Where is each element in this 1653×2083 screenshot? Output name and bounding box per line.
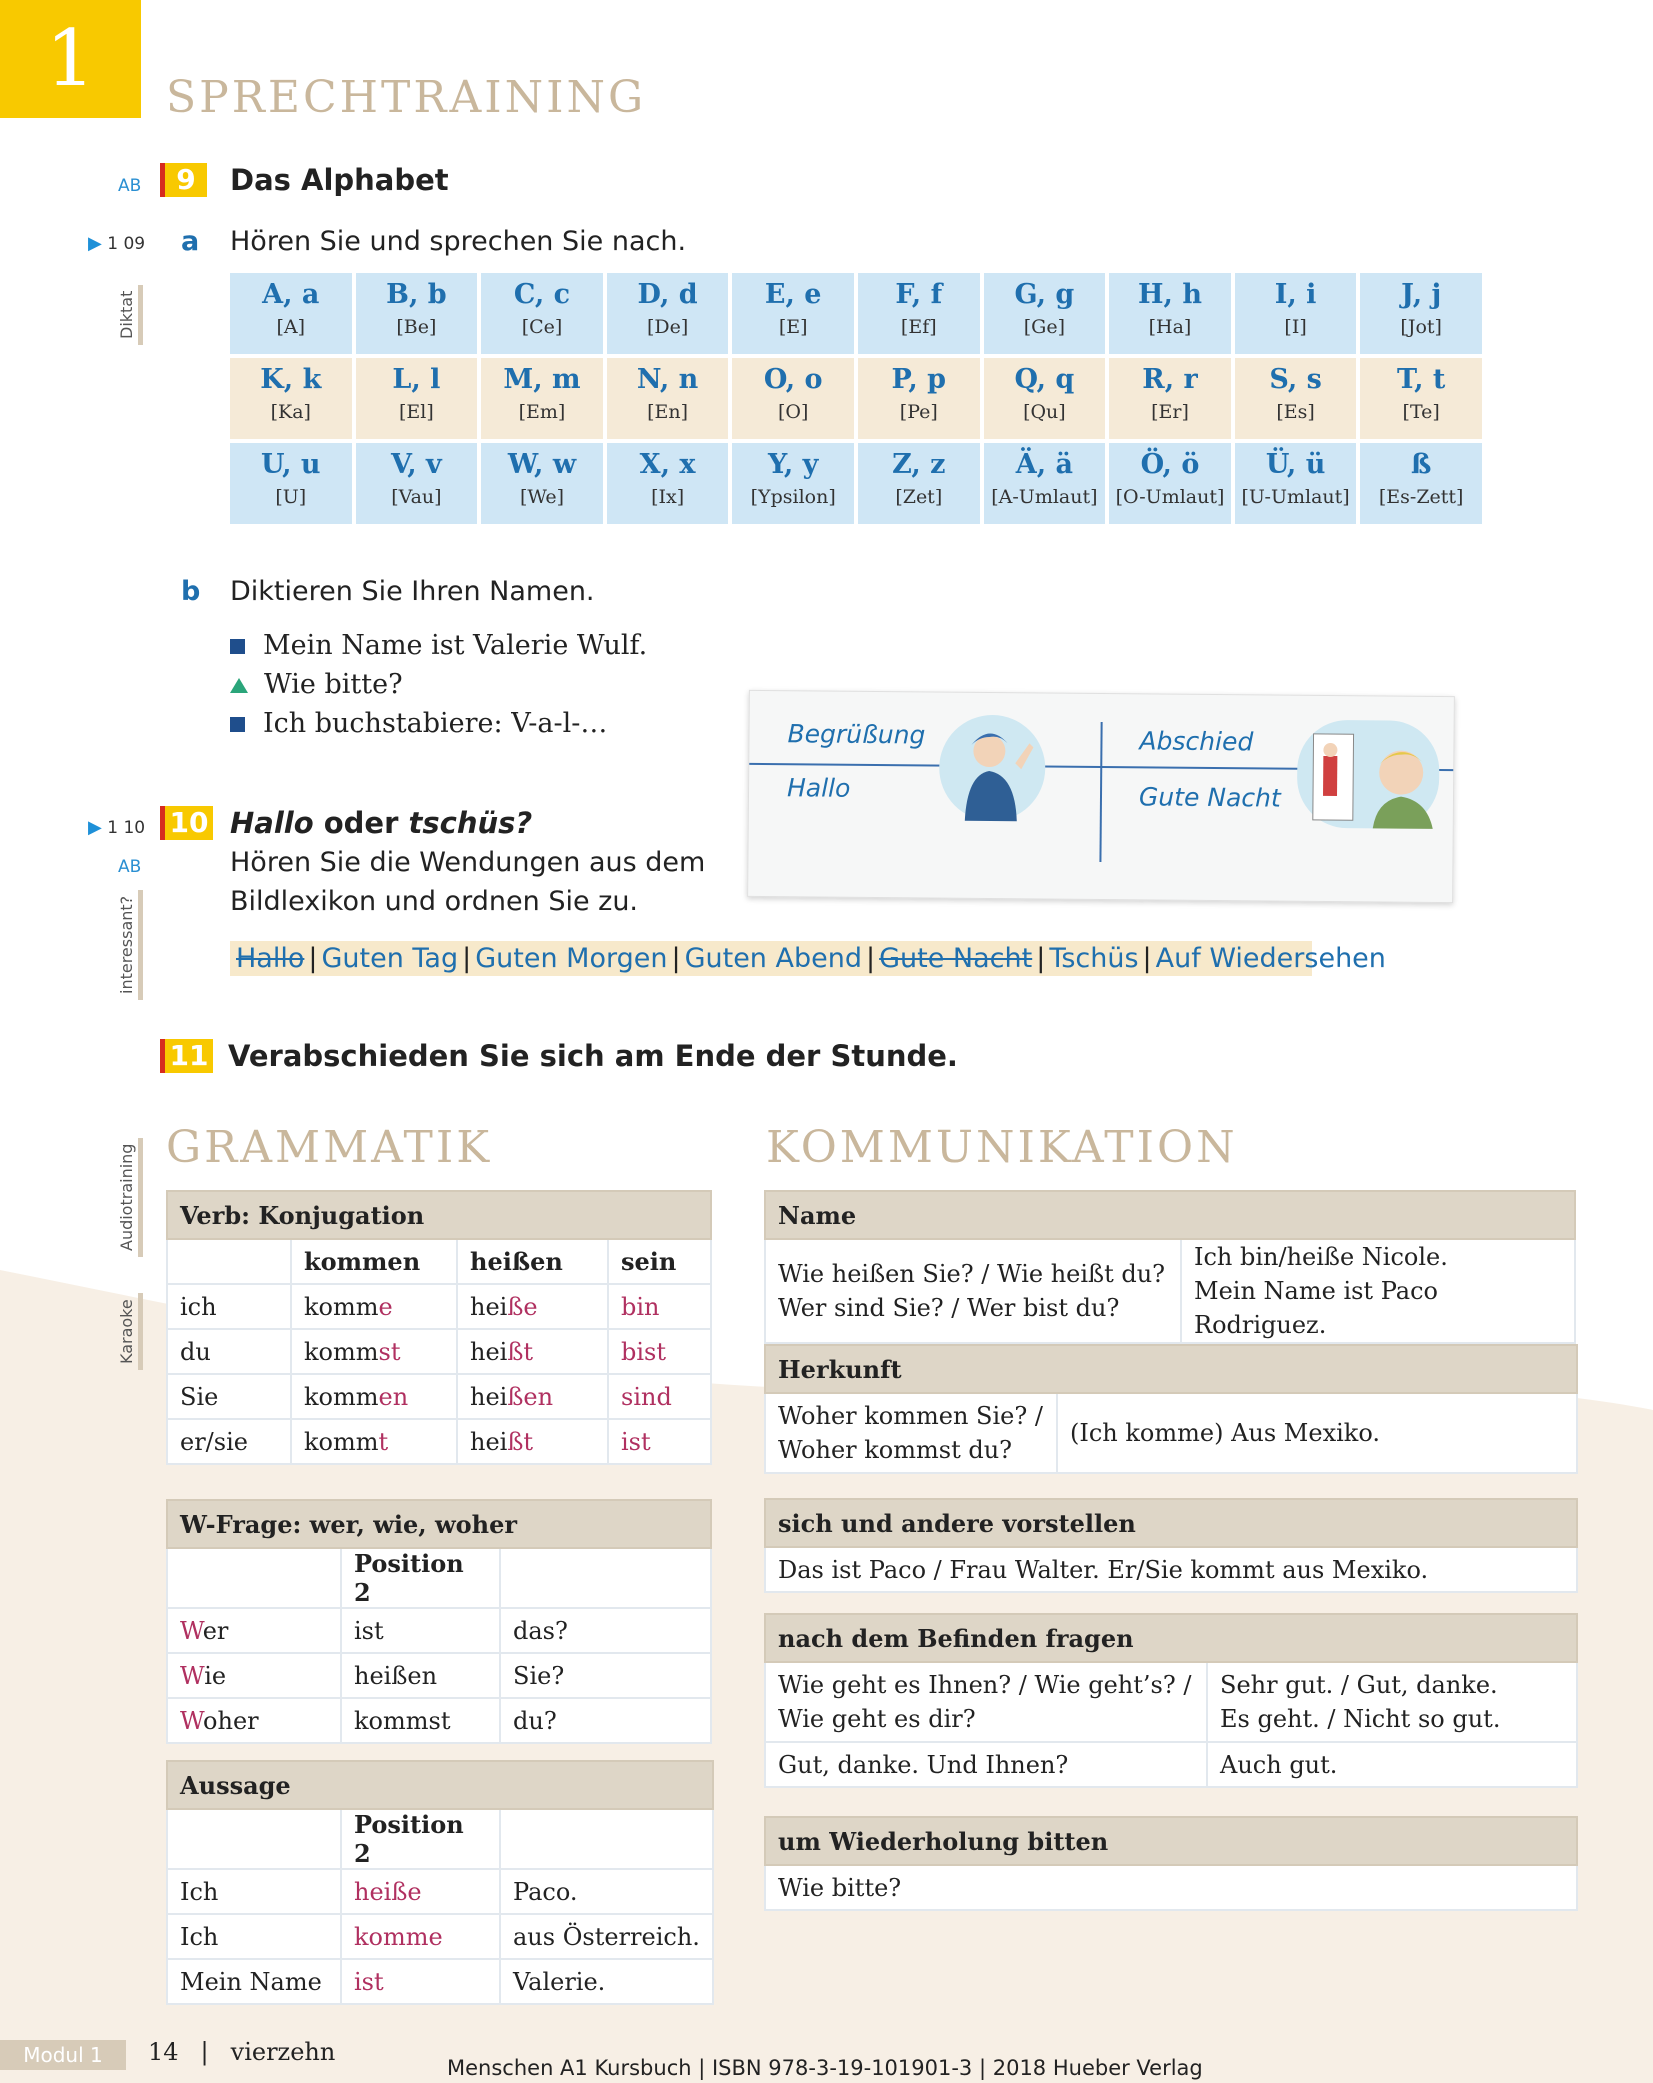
alphabet-cell xyxy=(1109,358,1231,439)
alphabet-letter: R, r xyxy=(1142,364,1198,395)
word-auf-wiedersehen[interactable]: Auf Wiedersehen xyxy=(1155,943,1386,974)
alphabet-cell xyxy=(607,443,729,524)
alphabet-cell xyxy=(230,273,352,354)
alphabet-letter: V, v xyxy=(391,449,442,480)
dialog-line: Ich buchstabiere: V-a-l-… xyxy=(230,708,647,747)
aussage-table xyxy=(166,1760,714,2005)
exercise-10-number: 10 xyxy=(160,806,213,840)
column-header: heißen xyxy=(457,1239,608,1284)
alphabet-letter: P, p xyxy=(891,364,947,395)
wfrage-heading: W-Frage: wer, wie, woher xyxy=(167,1500,711,1548)
alphabet-cell xyxy=(356,443,478,524)
table-row: Wie heißen Sie? xyxy=(167,1653,711,1698)
exercise-9a-instruction: Hören Sie und sprechen Sie nach. xyxy=(230,226,687,257)
alphabet-letter: Ü, ü xyxy=(1265,449,1326,480)
word-hallo[interactable]: Hallo xyxy=(236,943,305,974)
column-header: kommen xyxy=(291,1239,457,1284)
tab-diktat[interactable]: Diktat xyxy=(117,285,143,345)
alphabet-pronunciation: [Es] xyxy=(1276,401,1315,423)
alphabet-letter: Q, q xyxy=(1014,364,1075,395)
section-title: SPRECHTRAINING xyxy=(166,72,647,123)
alphabet-cell xyxy=(732,273,854,354)
exercise-9-number: 9 xyxy=(160,163,207,197)
alphabet-letter: S, s xyxy=(1269,364,1322,395)
table-row: Ich heiße Paco. xyxy=(167,1869,713,1914)
table-row: Woher kommst du? xyxy=(167,1698,711,1743)
dialog xyxy=(230,630,647,747)
alphabet-letter: Z, z xyxy=(892,449,946,480)
alphabet-cell xyxy=(732,358,854,439)
konjugation-heading: Verb: Konjugation xyxy=(167,1191,711,1239)
alphabet-pronunciation: [Zet] xyxy=(895,486,943,508)
dialog-line: Wie bitte? xyxy=(230,669,647,708)
alphabet-pronunciation: [En] xyxy=(647,401,689,423)
picture-lexicon xyxy=(747,690,1455,903)
alphabet-pronunciation: [We] xyxy=(519,486,565,508)
alphabet-pronunciation: [Er] xyxy=(1151,401,1189,423)
alphabet-pronunciation: [Em] xyxy=(518,401,566,423)
table-row: Mein Name ist Valerie. xyxy=(167,1959,713,2004)
vorstellen-heading: sich und andere vorstellen xyxy=(765,1499,1577,1547)
word-tschues[interactable]: Tschüs xyxy=(1049,943,1139,974)
alphabet-pronunciation: [Es-Zett] xyxy=(1378,486,1464,508)
alphabet-letter: M, m xyxy=(503,364,581,395)
table-row: Sie kommen heißen sind xyxy=(167,1374,711,1419)
alphabet-pronunciation: [Pe] xyxy=(899,401,938,423)
alphabet-pronunciation: [Ka] xyxy=(270,401,311,423)
alphabet-pronunciation: [E] xyxy=(778,316,808,338)
lexicon-heading-begruessung: Begrüßung xyxy=(787,719,926,750)
alphabet-letter: W, w xyxy=(507,449,577,480)
alphabet-cell xyxy=(481,443,603,524)
alphabet-pronunciation: [Be] xyxy=(396,316,437,338)
alphabet-pronunciation: [Jot] xyxy=(1400,316,1442,338)
alphabet-letter: F, f xyxy=(895,279,943,310)
wiederholung-table: um Wiederholung bitten Wie bitte? xyxy=(764,1816,1578,1911)
woman-greeting-illustration xyxy=(937,713,1048,824)
alphabet-cell xyxy=(607,358,729,439)
alphabet-cell xyxy=(1235,273,1357,354)
audio-track-1-10[interactable] xyxy=(88,817,145,838)
isbn-line: Menschen A1 Kursbuch | ISBN 978-3-19-101901-3 | 2018 Hueber Verlag xyxy=(447,2056,1203,2080)
grammatik-title: GRAMMATIK xyxy=(166,1122,493,1173)
alphabet-letter: D, d xyxy=(637,279,698,310)
track-number: 1 10 xyxy=(107,818,146,838)
play-icon: ▶ xyxy=(88,233,102,254)
play-icon: ▶ xyxy=(88,817,102,838)
alphabet-cell xyxy=(230,358,352,439)
exercise-10-instruction-line1: Hören Sie die Wendungen aus dem xyxy=(230,847,706,878)
name-heading: Name xyxy=(765,1191,1575,1239)
exercise-11-title: Verabschieden Sie sich am Ende der Stunde. xyxy=(228,1039,958,1073)
wiederholung-heading: um Wiederholung bitten xyxy=(765,1817,1577,1865)
alphabet-pronunciation: [U] xyxy=(275,486,307,508)
lexicon-divider xyxy=(1099,722,1102,862)
alphabet-pronunciation: [O-Umlaut] xyxy=(1115,486,1225,508)
dialog-line: Mein Name ist Valerie Wulf. xyxy=(230,630,647,669)
alphabet-letter: A, a xyxy=(262,279,320,310)
alphabet-cell xyxy=(481,273,603,354)
table-row: er/sie kommt heißt ist xyxy=(167,1419,711,1464)
alphabet-pronunciation: [A] xyxy=(276,316,306,338)
alphabet-pronunciation: [A-Umlaut] xyxy=(991,486,1098,508)
track-number: 1 09 xyxy=(107,234,146,254)
alphabet-letter: U, u xyxy=(261,449,321,480)
alphabet-cell xyxy=(732,443,854,524)
exercise-9-title: Das Alphabet xyxy=(230,163,449,197)
alphabet-cell xyxy=(607,273,729,354)
tab-audiotraining[interactable]: Audiotraining xyxy=(117,1138,143,1257)
square-bullet-icon xyxy=(230,639,245,654)
kommunikation-title: KOMMUNIKATION xyxy=(766,1122,1238,1173)
audio-track-1-09[interactable] xyxy=(88,233,145,254)
ab-reference[interactable]: AB xyxy=(118,176,142,196)
alphabet-letter: G, g xyxy=(1014,279,1075,310)
alphabet-cell xyxy=(984,358,1106,439)
alphabet-letter: B, b xyxy=(386,279,447,310)
column-header: sein xyxy=(608,1239,711,1284)
alphabet-letter: L, l xyxy=(392,364,441,395)
table-row: ich komme heiße bin xyxy=(167,1284,711,1329)
alphabet-cell xyxy=(1109,443,1231,524)
alphabet-letter: O, o xyxy=(763,364,823,395)
triangle-bullet-icon xyxy=(230,678,248,693)
word-gute-nacht[interactable]: Gute Nacht xyxy=(879,943,1033,974)
alphabet-cell xyxy=(1360,273,1482,354)
alphabet-letter: Y, y xyxy=(768,449,819,480)
word-guten-abend[interactable]: Guten Abend xyxy=(684,943,862,974)
alphabet-letter: J, j xyxy=(1401,279,1442,310)
befinden-heading: nach dem Befinden fragen xyxy=(765,1614,1577,1662)
alphabet-letter: C, c xyxy=(513,279,571,310)
exercise-10-instruction-line2: Bildlexikon und ordnen Sie zu. xyxy=(230,886,639,917)
aussage-heading: Aussage xyxy=(167,1761,713,1809)
alphabet-cell xyxy=(1109,273,1231,354)
alphabet-pronunciation: [U-Umlaut] xyxy=(1241,486,1350,508)
alphabet-pronunciation: [Ypsilon] xyxy=(750,486,836,508)
alphabet-cell xyxy=(1360,358,1482,439)
word-guten-morgen[interactable]: Guten Morgen xyxy=(475,943,668,974)
alphabet-pronunciation: [Ha] xyxy=(1148,316,1192,338)
alphabet-pronunciation: [Te] xyxy=(1402,401,1440,423)
position-2-header: Position 2 xyxy=(341,1809,500,1869)
position-2-header: Position 2 xyxy=(341,1548,500,1608)
alphabet-letter: H, h xyxy=(1138,279,1202,310)
alphabet-pronunciation: [De] xyxy=(646,316,689,338)
modul-badge: Modul 1 xyxy=(0,2040,126,2070)
name-table: Name Wie heißen Sie? / Wie heißt du? Wer sind Sie? / Wer bist du? Ich bin/heiße Nicole. Mein Name ist Paco Rodriguez. xyxy=(764,1190,1576,1344)
lexicon-heading-abschied: Abschied xyxy=(1139,726,1254,757)
alphabet-cell xyxy=(1235,443,1357,524)
alphabet-cell xyxy=(858,443,980,524)
alphabet-letter: Ö, ö xyxy=(1140,449,1200,480)
page-number: 14 | vierzehn xyxy=(148,2038,336,2066)
alphabet-letter: T, t xyxy=(1396,364,1446,395)
man-goodnight-illustration xyxy=(1293,716,1444,832)
alphabet-letter: I, i xyxy=(1274,279,1317,310)
column-header xyxy=(167,1239,291,1284)
alphabet-cell xyxy=(858,273,980,354)
chapter-number: 1 xyxy=(0,0,141,118)
wfrage-table xyxy=(166,1499,712,1744)
exercise-10-title: Hallo oder tschüs? xyxy=(230,806,533,840)
alphabet-pronunciation: [O] xyxy=(777,401,809,423)
alphabet-pronunciation: [Ix] xyxy=(651,486,685,508)
exercise-9b-instruction: Diktieren Sie Ihren Namen. xyxy=(230,576,595,607)
alphabet-pronunciation: [El] xyxy=(399,401,434,423)
alphabet-letter: ß xyxy=(1410,449,1432,480)
table-row: Wer ist das? xyxy=(167,1608,711,1653)
ab-reference[interactable]: AB xyxy=(118,857,142,877)
alphabet-letter: E, e xyxy=(764,279,822,310)
table-row: du kommst heißt bist xyxy=(167,1329,711,1374)
alphabet-pronunciation: [Ge] xyxy=(1023,316,1066,338)
tab-interessant[interactable]: interessant? xyxy=(117,890,143,1000)
alphabet-pronunciation: [Qu] xyxy=(1023,401,1066,423)
alphabet-pronunciation: [I] xyxy=(1284,316,1307,338)
alphabet-cell xyxy=(356,358,478,439)
exercise-9b-letter: b xyxy=(181,576,201,607)
word-guten-tag[interactable]: Guten Tag xyxy=(321,943,459,974)
square-bullet-icon xyxy=(230,717,245,732)
alphabet-letter: X, x xyxy=(639,449,696,480)
alphabet-cell xyxy=(1360,443,1482,524)
vorstellen-table: sich und andere vorstellen Das ist Paco / Frau Walter. Er/Sie kommt aus Mexiko. xyxy=(764,1498,1578,1593)
alphabet-letter: Ä, ä xyxy=(1015,449,1074,480)
alphabet-letter: K, k xyxy=(260,364,322,395)
alphabet-pronunciation: [Ce] xyxy=(521,316,563,338)
alphabet-cell xyxy=(1235,358,1357,439)
alphabet-cell xyxy=(230,443,352,524)
exercise-11-number: 11 xyxy=(160,1039,213,1073)
lexicon-item-gute-nacht: Gute Nacht xyxy=(1138,782,1281,813)
alphabet-cell xyxy=(984,443,1106,524)
alphabet-cell xyxy=(481,358,603,439)
alphabet-cell xyxy=(984,273,1106,354)
alphabet-pronunciation: [Ef] xyxy=(900,316,937,338)
alphabet-cell xyxy=(858,358,980,439)
word-strip: Hallo | Guten Tag | Guten Morgen | Guten Abend | Gute Nacht | Tschüs | Auf Wiedersehen xyxy=(230,941,1312,976)
alphabet-cell xyxy=(356,273,478,354)
alphabet-letter: N, n xyxy=(636,364,699,395)
alphabet-grid xyxy=(230,273,1482,524)
exercise-9a-letter: a xyxy=(181,226,200,257)
herkunft-table: Herkunft Woher kommen Sie? / Woher kommst du? (Ich komme) Aus Mexiko. xyxy=(764,1344,1578,1474)
befinden-table: nach dem Befinden fragen Wie geht es Ihnen? / Wie geht’s? / Wie geht es dir? Sehr gut. / Gut, danke. Es geht. / Nicht so gut. Gut, danke. Und Ihnen? Auch gut. xyxy=(764,1613,1578,1788)
tab-karaoke[interactable]: Karaoke xyxy=(117,1293,143,1370)
konjugation-table xyxy=(166,1190,712,1465)
table-row: Ich komme aus Österreich. xyxy=(167,1914,713,1959)
herkunft-heading: Herkunft xyxy=(765,1345,1577,1393)
lexicon-item-hallo: Hallo xyxy=(786,773,851,803)
alphabet-pronunciation: [Vau] xyxy=(391,486,442,508)
